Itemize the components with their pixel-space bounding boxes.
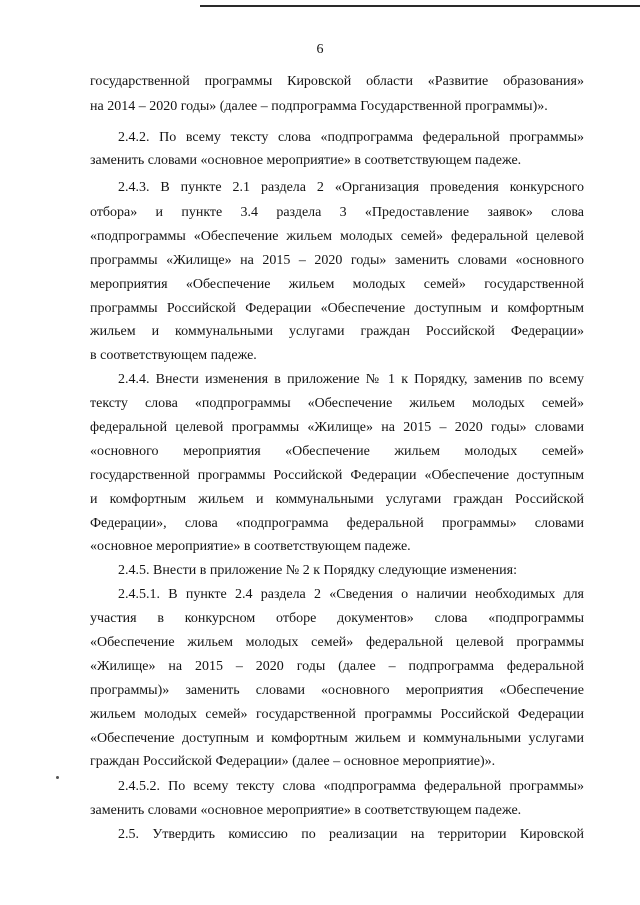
text-line: «подпрограммы «Обеспечение жильем молодых семей» федеральной целевой: [90, 229, 584, 244]
text-line: федеральной целевой программы «Жилище» на 2015 – 2020 годы» словами: [90, 420, 584, 435]
text-line: государственной программы Кировской области «Развитие образования»: [90, 74, 584, 89]
text-line: на 2014 – 2020 годы» (далее – подпрограмма Государственной программы)».: [90, 99, 548, 114]
text-line: «основное мероприятие» в соответствующем падеже.: [90, 539, 411, 554]
text-line: «Обеспечение жильем молодых семей» федеральной целевой программы: [90, 635, 584, 650]
text-line: участия в конкурсном отборе документов» слова «подпрограммы: [90, 611, 584, 626]
top-rule: [200, 5, 640, 7]
text-line: программы «Жилище» на 2015 – 2020 годы» заменить словами «основного: [90, 253, 584, 268]
text-line: жильем и коммунальными услугами граждан Российской Федерации»: [90, 324, 584, 339]
text-line: тексту слова «подпрограммы «Обеспечение жильем молодых семей»: [90, 396, 584, 411]
text-line: мероприятия «Обеспечение жильем молодых семей» государственной: [90, 277, 584, 292]
text-line: 2.4.3. В пункте 2.1 раздела 2 «Организация проведения конкурсного: [118, 180, 584, 195]
text-line: 2.4.5. Внести в приложение № 2 к Порядку следующие изменения:: [118, 563, 517, 578]
text-line: «Жилище» на 2015 – 2020 годы (далее – подпрограмма федеральной: [90, 659, 584, 674]
text-line: отбора» и пункте 3.4 раздела 3 «Предоставление заявок» слова: [90, 205, 584, 220]
text-line: «Обеспечение доступным и комфортным жильем и коммунальными услугами: [90, 731, 584, 746]
text-line: заменить словами «основное мероприятие» в соответствующем падеже.: [90, 153, 522, 168]
text-line: 2.5. Утвердить комиссию по реализации на территории Кировской: [118, 827, 584, 842]
text-line: программы)» заменить словами «основного мероприятия «Обеспечение: [90, 683, 584, 698]
text-line: государственной программы Российской Федерации «Обеспечение доступным: [90, 468, 584, 483]
text-line: Федерации», слова «подпрограмма федеральной программы» словами: [90, 516, 584, 531]
text-line: в соответствующем падеже.: [90, 348, 257, 363]
text-line: 2.4.5.2. По всему тексту слова «подпрограмма федеральной программы»: [118, 779, 584, 794]
page-number: 6: [316, 42, 324, 57]
text-line: «основного мероприятия «Обеспечение жильем молодых семей»: [90, 444, 584, 459]
text-line: граждан Российской Федерации» (далее – основное мероприятие)».: [90, 754, 496, 769]
scan-speck: [56, 776, 59, 779]
text-line: 2.4.2. По всему тексту слова «подпрограмма федеральной программы»: [118, 130, 584, 145]
text-line: 2.4.5.1. В пункте 2.4 раздела 2 «Сведения о наличии необходимых для: [118, 587, 584, 602]
text-line: программы Российской Федерации «Обеспечение доступным и комфортным: [90, 301, 584, 316]
text-line: жильем молодых семей» государственной программы Российской Федерации: [90, 707, 584, 722]
text-line: и комфортным жильем и коммунальными услугами граждан Российской: [90, 492, 584, 507]
text-line: 2.4.4. Внести изменения в приложение № 1 к Порядку, заменив по всему: [118, 372, 584, 387]
text-line: заменить словами «основное мероприятие» в соответствующем падеже.: [90, 803, 522, 818]
